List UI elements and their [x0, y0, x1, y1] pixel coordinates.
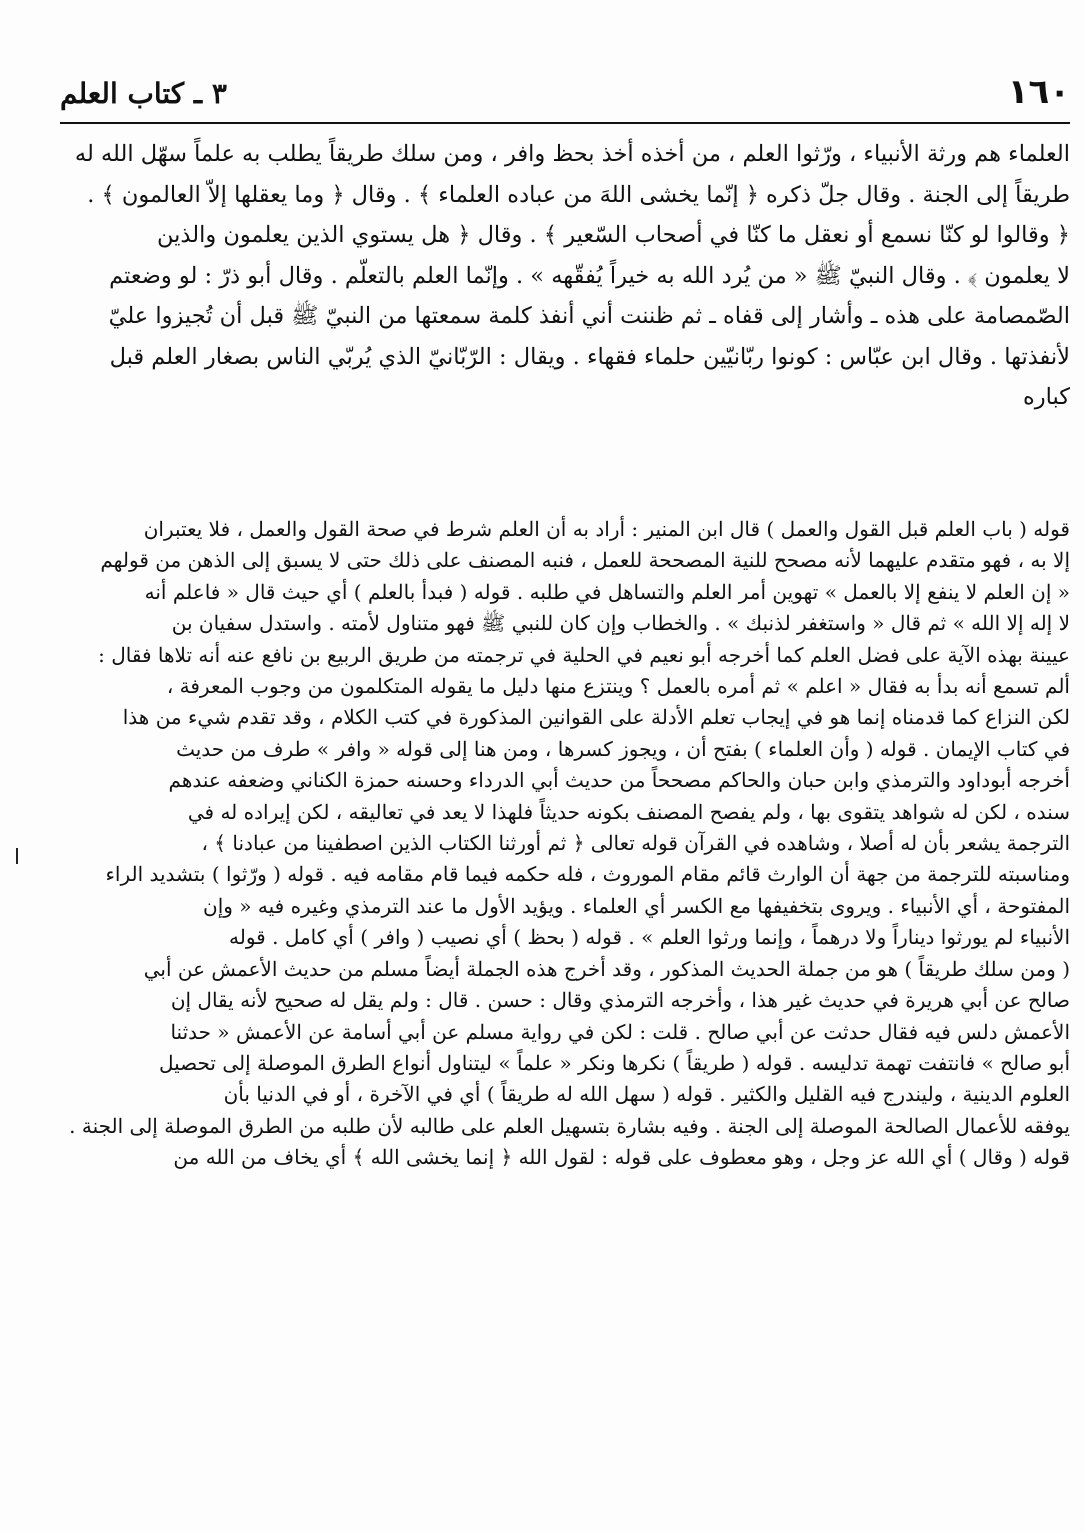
- matn-text-block: [62, 134, 1070, 418]
- commentary-line: المفتوحة ، أي الأنبياء . ويروى بتخفيفها مع الكسر أي العلماء . ويؤيد الأول ما عند الترمذي وغيره فيه « وإن: [203, 893, 1070, 918]
- commentary-line: لكن النزاع كما قدمناه إنما هو في إيجاب تعلم الأدلة على القوانين المذكورة في كتب الكلام ، وقد تقدم شيء من هذا: [122, 705, 1070, 730]
- matn-line: كباره: [1022, 384, 1070, 410]
- commentary-line: الأعمش دلس فيه فقال حدثت عن أبي صالح . قلت : لكن في رواية مسلم عن أبي أسامة عن الأعمش « حدثنا: [170, 1019, 1070, 1044]
- commentary-line: أبو صالح » فانتفت تهمة تدليسه . قوله ( طريقاً ) نكرها ونكر « علماً » ليتناول أنواع الطرق الموصلة إلى تحصيل: [158, 1050, 1070, 1075]
- commentary-line: يوفقه للأعمال الصالحة الموصلة إلى الجنة . وفيه بشارة بتسهيل العلم على طالبه لأن طلبه من الطرق الموصلة إلى الجنة .: [69, 1113, 1070, 1138]
- page-header: [60, 70, 1070, 118]
- commentary-line: العلوم الدينية ، وليندرج فيه القليل والكثير . قوله ( سهل الله له طريقاً ) أي في الآخرة ، أو في الدنيا بأن: [223, 1082, 1070, 1107]
- commentary-line: قوله ( باب العلم قبل القول والعمل ) قال ابن المنير : أراد به أن العلم شرط في صحة القول والعمل ، فلا يعتبران: [143, 517, 1070, 541]
- matn-line: ﴿ وقالوا لو كنّا نسمع أو نعقل ما كنّا في أصحاب السّعير ﴾ . وقال ﴿ هل يستوي الذين يعلمون والذين: [157, 222, 1070, 248]
- matn-line: طريقاً إلى الجنة . وقال جلّ ذكره ﴿ إنّما يخشى اللهَ من عباده العلماء ﴾ . وقال ﴿ وما يعقلها إلاّ العالمون ﴾ .: [87, 181, 1070, 208]
- commentary-line: قوله ( وقال ) أي الله عز وجل ، وهو معطوف على قوله : لقول الله ﴿ إنما يخشى الله ﴾ أي يخاف من الله من: [173, 1145, 1070, 1170]
- matn-line: لا يعلمون ﴾ . وقال النبيّ ﷺ « من يُرد الله به خيراً يُفقّهه » . وإنّما العلم بالتعلّم . وقال أبو ذرّ : لو وضعتم: [109, 262, 1070, 289]
- commentary-line: إلا به ، فهو متقدم عليهما لأنه مصحح للنية المصححة للعمل ، فنبه المصنف على ذلك حتى لا يسبق إلى الذهن من قولهم: [100, 548, 1070, 573]
- commentary-line: سنده ، لكن له شواهد يتقوى بها ، ولم يفصح المصنف بكونه حديثاً فلهذا لا يعد في تعاليقه ، لكن إيراده له في: [187, 799, 1070, 824]
- commentary-line: أخرجه أبوداود والترمذي وابن حبان والحاكم مصححاً من حديث أبي الدرداء وحسنه حمزة الكناني وضعفه عندهم: [168, 768, 1070, 793]
- commentary-line: في كتاب الإيمان . قوله ( وأن العلماء ) بفتح أن ، ويجوز كسرها ، ومن هنا إلى قوله « وافر » طرف من حديث: [176, 736, 1070, 761]
- commentary-line: لا إله إلا الله » ثم قال « واستغفر لذنبك » . والخطاب وإن كان للنبي ﷺ فهو متناول لأمته . واستدل سفيان بن: [171, 611, 1070, 636]
- commentary-line: عيينة بهذه الآية على فضل العلم كما أخرجه أبو نعيم في الحلية في ترجمته من طريق الربيع بن نافع عنه أنه تلاها فقال :: [98, 642, 1070, 667]
- commentary-line: الأنبياء لم يورثوا ديناراً ولا درهماً ، وإنما ورثوا العلم » . قوله ( بحظ ) أي نصيب ( وافر ) أي كامل . قوله: [229, 925, 1070, 950]
- commentary-line: ومناسبته للترجمة من جهة أن الوارث قائم مقام الموروث ، فله حكمه فيما قام مقامه فيه . قوله ( ورّثوا ) بتشديد الراء: [105, 862, 1070, 887]
- commentary-line: صالح عن أبي هريرة في حديث غير هذا ، وأخرجه الترمذي وقال : حسن . قال : ولم يقل له صحيح لأنه يقال إن: [170, 988, 1070, 1013]
- commentary-line: ألم تسمع أنه بدأ به فقال « اعلم » ثم أمره بالعمل ؟ وينتزع منها دليل ما يقوله المتكلمون من وجوب المعرفة ،: [166, 674, 1070, 699]
- header-divider: [60, 122, 1070, 124]
- margin-mark: [16, 848, 18, 864]
- matn-line: الصّمصامة على هذه ـ وأشار إلى قفاه ـ ثم ظننت أني أنفذ كلمة سمعتها من النبيّ ﷺ قبل أن تُجيزوا عليّ: [108, 303, 1070, 329]
- matn-line: العلماء هم ورثة الأنبياء ، ورّثوا العلم ، من أخذه أخذ بحظ وافر ، ومن سلك طريقاً يطلب به علماً سهّل الله له: [74, 141, 1070, 167]
- matn-line: لأنفذتها . وقال ابن عبّاس : كونوا ربّانيّين حلماء فقهاء . ويقال : الرّبّانيّ الذي يُربّي الناس بصغار العلم قبل: [109, 343, 1070, 370]
- commentary-line: « إن العلم لا ينفع إلا بالعمل » تهوين أمر العلم والتساهل في طلبه . قوله ( فبدأ بالعلم ) أي حيث قال « فاعلم أنه: [144, 579, 1070, 604]
- running-title: ٣ ـ كتاب العلم: [60, 77, 227, 110]
- page-number: ١٦٠: [1007, 72, 1070, 112]
- commentary-line: ( ومن سلك طريقاً ) هو من جملة الحديث المذكور ، وقد أخرج هذه الجملة أيضاً مسلم من حديث الأعمش عن أبي: [143, 956, 1070, 981]
- commentary-text-block: [62, 514, 1070, 1174]
- commentary-line: الترجمة يشعر بأن له أصلا ، وشاهده في القرآن قوله تعالى ﴿ ثم أورثنا الكتاب الذين اصطفينا من عبادنا ﴾ ،: [201, 831, 1070, 856]
